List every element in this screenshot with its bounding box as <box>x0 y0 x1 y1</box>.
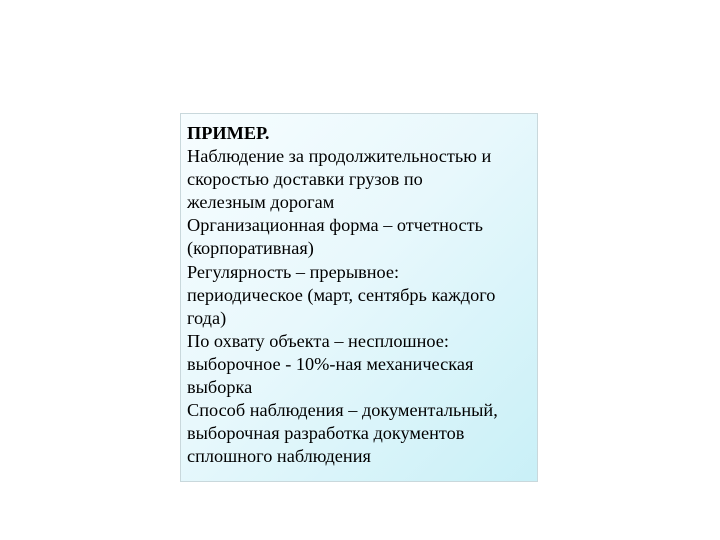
example-line: выборочная разработка документов <box>187 423 465 444</box>
example-line: выборочное - 10%-ная механическая <box>187 353 474 374</box>
example-line: Наблюдение за продолжительностью и <box>187 146 492 167</box>
example-line: скоростью доставки грузов по <box>187 169 423 190</box>
example-text-box <box>180 113 538 482</box>
example-title: ПРИМЕР. <box>187 123 270 143</box>
example-line: выборка <box>187 377 253 398</box>
example-line: года) <box>187 307 227 328</box>
example-line: Регулярность – прерывное: <box>187 261 400 282</box>
example-line: Способ наблюдения – документальный, <box>187 400 498 421</box>
example-line: периодическое (март, сентябрь каждого <box>187 284 496 305</box>
example-line: По охвату объекта – несплошное: <box>187 330 449 351</box>
example-line: сплошного наблюдения <box>187 446 371 467</box>
example-line: Организационная форма – отчетность <box>187 215 483 236</box>
example-line: железным дорогам <box>187 192 335 213</box>
example-line: (корпоративная) <box>187 238 314 259</box>
